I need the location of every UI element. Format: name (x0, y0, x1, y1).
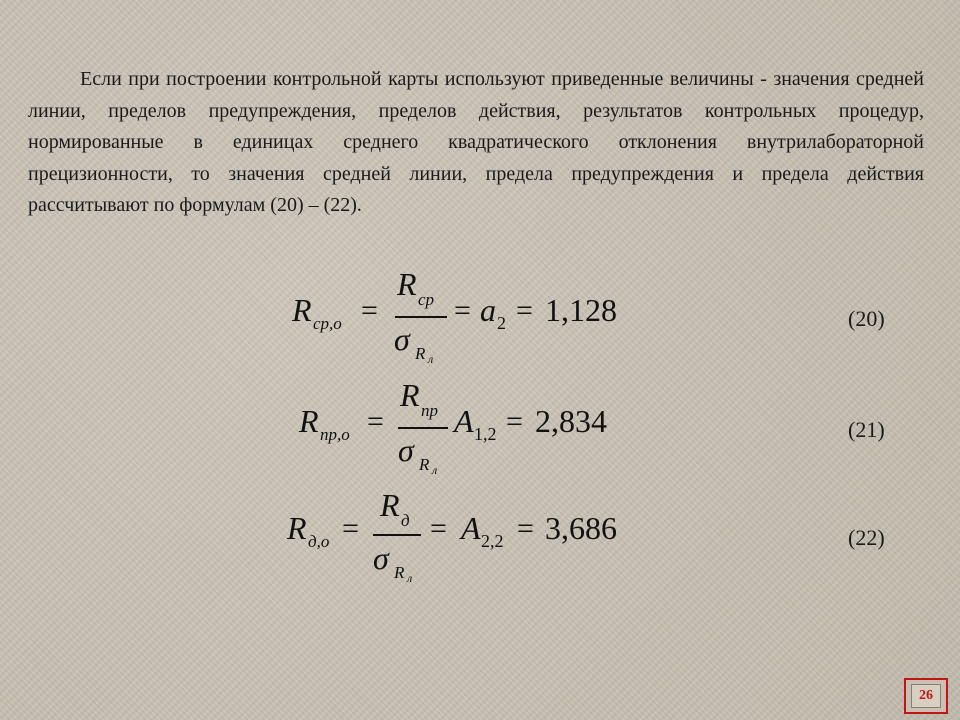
formula-numerator-subscript: д (401, 511, 410, 530)
formula-coefficient-subscript: 2 (497, 313, 506, 333)
formula-numerator-symbol: R (397, 266, 417, 302)
formula-lhs-subscript: пр,о (320, 425, 350, 444)
formula-sigma-sub-sub: л (428, 352, 434, 366)
formula-numerator-subscript: ср (418, 290, 435, 309)
formula-sigma-symbol: σ (394, 321, 410, 357)
formula-sigma-sub-symbol: R (415, 344, 426, 363)
formula-coefficient: a (480, 292, 496, 328)
formula-equals-3: = (517, 512, 534, 545)
formula-lhs-subscript: ср,о (313, 314, 342, 333)
formula-equals: = (367, 405, 384, 438)
formula-coefficient-subscript: 2,2 (481, 531, 504, 551)
formula-coefficient: A (454, 403, 474, 439)
formula-lhs-symbol: R (287, 510, 307, 546)
formula-lhs-symbol: R (292, 292, 312, 328)
formula-equals-2: = (430, 512, 447, 545)
formula-sigma-sub-sub: л (432, 463, 438, 477)
formula-equals-3: = (516, 294, 533, 327)
equation-number-21: (21) (848, 417, 885, 442)
formula-equals-2: = (506, 405, 523, 438)
page-number: 26 (911, 684, 941, 708)
formula-numerator-symbol: R (400, 377, 420, 413)
formula-value: 2,834 (535, 403, 607, 439)
formula-numerator-symbol: R (380, 487, 400, 523)
formula-sigma-sub-sub: л (407, 571, 413, 585)
formula-fraction-bar (373, 534, 421, 536)
formula-coefficient-subscript: 1,2 (474, 424, 497, 444)
formula-equals: = (361, 294, 378, 327)
formula-fraction-bar (395, 316, 447, 318)
formula-value: 3,686 (545, 510, 617, 546)
formula-coefficient: A (461, 510, 481, 546)
formula-lhs-symbol: R (299, 403, 319, 439)
formula-sigma-sub-symbol: R (419, 455, 430, 474)
formula-equals-2: = (454, 294, 471, 327)
formula-sigma-sub-symbol: R (394, 563, 405, 582)
formula-value: 1,128 (545, 292, 617, 328)
formula-equals: = (342, 512, 359, 545)
page-number-badge (904, 678, 948, 714)
equation-number-20: (20) (848, 306, 885, 331)
formula-fraction-bar (398, 427, 448, 429)
body-paragraph: Если при построении контрольной карты используют приведенные величины - значения средней линии, пределов предупреждения, пределов действия, результатов контрольных процедур, нормированные в единицах среднего квадратического отклонения внутрилабораторной прецизионности, то значения средней линии, предела предупреждения и предела действия рассчитывают по формулам (20) – (22). (28, 68, 924, 216)
formula-numerator-subscript: пр (421, 401, 438, 420)
formula-sigma-symbol: σ (373, 540, 389, 576)
formula-lhs-subscript: д,о (308, 532, 330, 551)
equation-number-22: (22) (848, 525, 885, 550)
formula-sigma-symbol: σ (398, 432, 414, 468)
